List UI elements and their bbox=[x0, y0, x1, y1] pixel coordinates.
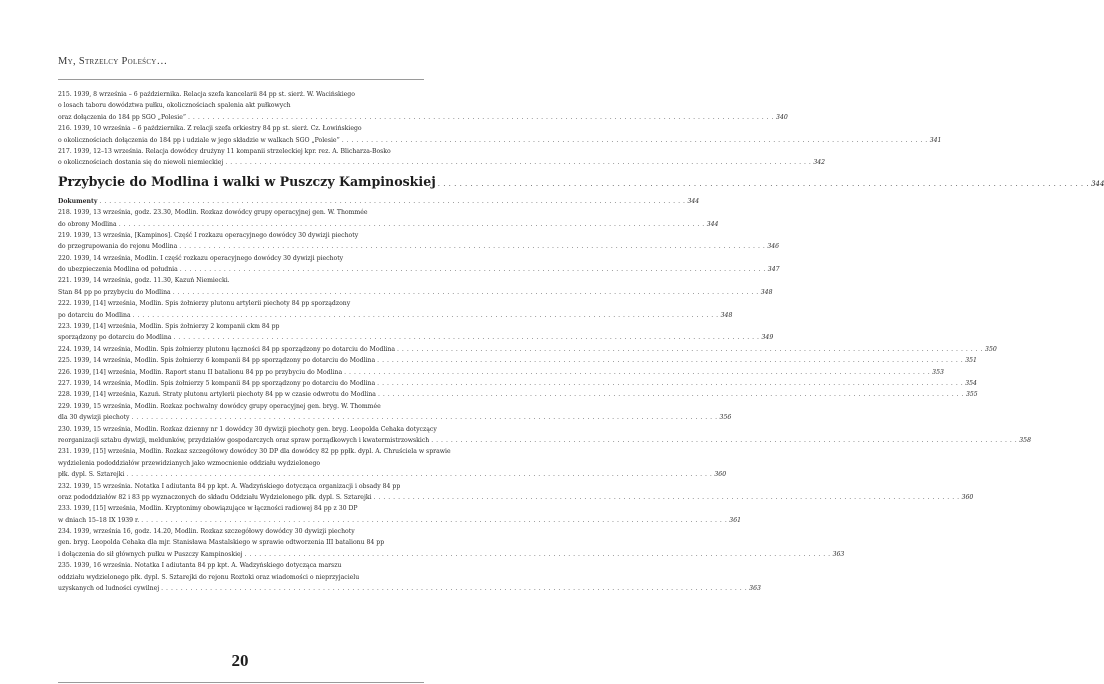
toc-entry-line bbox=[58, 241, 780, 252]
toc-entry-page: 342 bbox=[813, 159, 826, 167]
toc-entry-text: Stan 84 pp po przybyciu do Modlina bbox=[58, 288, 171, 296]
toc-entry-text: reorganizacji sztabu dywizji, meldunków, przydziałów gospodarczych oraz spraw porządkowych i kwatermistrzowskich bbox=[58, 436, 430, 444]
toc-entry-line bbox=[58, 458, 424, 469]
toc-entry-line bbox=[58, 367, 944, 378]
leader-dots bbox=[161, 583, 747, 594]
toc-entry-text: 232. 1939, 15 września. Notatka I adiutanta 84 pp kpt. A. Wadzyńskiego dotycząca organizacji i obsady 84 pp bbox=[58, 482, 401, 490]
toc-entry-text: 233. 1939, [15] września, Modlin. Kryptonimy obowiązujące w łączności radiowej 84 pp z 30 DP bbox=[58, 505, 358, 513]
toc-entry-line bbox=[58, 583, 761, 594]
toc-entry-line bbox=[58, 253, 424, 264]
leader-dots bbox=[99, 196, 685, 207]
leader-dots bbox=[342, 135, 928, 146]
toc-entry-line bbox=[58, 298, 424, 309]
toc-entry-text: 219. 1939, 13 września, [Kampinos]. Część I rozkazu operacyjnego dowódcy 30 dywizji piechoty bbox=[58, 231, 359, 239]
toc-entry-page: 346 bbox=[767, 243, 780, 251]
toc-entry-text: 228. 1939, [14] września, Kazuń. Straty plutonu artylerii piechoty 84 pp w czasie odwrotu do Modlina bbox=[58, 391, 376, 399]
leader-dots bbox=[119, 219, 705, 230]
toc-entry-text: gen. bryg. Leopolda Cehaka dla mjr. Stanisława Mastalskiego w sprawie odtworzenia III batalionu 84 pp bbox=[58, 539, 385, 547]
toc-entry-page: 353 bbox=[932, 368, 944, 376]
toc-entry-page: 340 bbox=[776, 113, 788, 121]
leader-dots bbox=[378, 389, 964, 400]
toc-entry-page: 355 bbox=[965, 391, 978, 399]
toc-entry-text: 225. 1939, 14 września, Modlin. Spis żołnierzy 6 kompanii 84 pp sporządzony po dotarciu do Modlina bbox=[58, 357, 376, 365]
toc-entry-page: 348 bbox=[720, 311, 733, 319]
toc-entry-line bbox=[58, 355, 977, 366]
toc-entry-text: 220. 1939, 14 września, Modlin. I część rozkazu operacyjnego dowódcy 30 dywizji piechoty bbox=[58, 254, 344, 262]
toc-entry-text: dla 30 dywizji piechoty bbox=[58, 414, 130, 422]
toc-entry-line bbox=[58, 389, 978, 400]
toc-entry-text: i dołączenia do sił głównych pułku w Puszczy Kampinoskiej bbox=[58, 550, 243, 558]
leader-dots bbox=[132, 412, 718, 423]
toc-entry-line bbox=[58, 310, 733, 321]
leader-dots bbox=[173, 332, 759, 343]
toc-entry-line bbox=[58, 332, 774, 343]
toc-entry-text: 215. 1939, 8 września – 6 października. Relacja szefa kancelarii 84 pp st. sierż. W. Wacińskiego bbox=[58, 91, 355, 98]
toc-entry-text: po dotarciu do Modlina bbox=[58, 311, 131, 319]
toc-entry-text: sporządzony po dotarciu do Modlina bbox=[58, 334, 172, 342]
toc-entry-line bbox=[58, 481, 424, 492]
toc-entry-line bbox=[58, 572, 424, 583]
toc-entry-text: 223. 1939, [14] września, Modlin. Spis żołnierzy 2 kompanii ckm 84 pp bbox=[58, 323, 280, 331]
toc-entry-line bbox=[58, 275, 424, 286]
toc-entry-text: w dniach 15–18 IX 1939 r. bbox=[58, 516, 140, 524]
toc-entry-text: 221. 1939, 14 września, godz. 11.30, Kazuń Niemiecki. bbox=[58, 277, 230, 285]
toc-entry-line bbox=[58, 469, 727, 480]
subheading-page: 344 bbox=[687, 197, 700, 205]
toc-entry-line bbox=[58, 135, 942, 146]
leader-dots bbox=[179, 241, 765, 252]
toc-entry-text: 230. 1939, 15 września, Modlin. Rozkaz dzienny nr 1 dowódcy 30 dywizji piechoty gen. bryg. Leopolda Cehaka dotyczący bbox=[58, 425, 437, 433]
toc-entry-page: 350 bbox=[985, 345, 997, 353]
toc-entry-text: 224. 1939, 14 września, Modlin. Spis żołnierzy plutonu łączności 84 pp sporządzony po dotarciu do Modlina bbox=[58, 345, 396, 353]
toc-entry-line bbox=[58, 378, 977, 389]
toc-entry-line bbox=[58, 219, 719, 230]
toc-entry-line bbox=[58, 100, 424, 111]
toc-entry-line bbox=[58, 424, 437, 435]
toc-entry-page: 360 bbox=[714, 471, 727, 479]
header-rule bbox=[58, 79, 424, 80]
toc-entry-line bbox=[58, 515, 742, 526]
toc-entry-line bbox=[58, 344, 997, 355]
leader-dots bbox=[173, 287, 759, 298]
toc-entry-text: oraz pododdziałów 82 i 83 pp wyznaczonych do składu Oddziału Wydzielonego płk. dypl. S. Sztarejki bbox=[58, 493, 372, 501]
toc-entry-page: 361 bbox=[729, 516, 742, 524]
toc-entry-line bbox=[58, 89, 424, 100]
section-heading-title: Przybycie do Modlina i walki w Puszczy Kampinoskiej bbox=[58, 173, 436, 189]
toc-entry-line bbox=[58, 412, 732, 423]
toc-entry-line bbox=[58, 146, 424, 157]
section-heading-page: 344 bbox=[1091, 179, 1104, 188]
subheading-title: Dokumenty bbox=[58, 197, 98, 205]
leader-dots bbox=[377, 378, 963, 389]
leader-dots bbox=[141, 515, 727, 526]
toc-entry-line bbox=[58, 157, 826, 168]
leader-dots bbox=[126, 469, 712, 480]
toc-entry-page: 363 bbox=[832, 550, 845, 558]
toc-entry-page: 360 bbox=[961, 493, 974, 501]
toc-entry-line bbox=[58, 112, 788, 123]
toc-entry-text: 227. 1939, 14 września, Modlin. Spis żołnierzy 5 kompanii 84 pp sporządzony po dotarciu do Modlina bbox=[58, 379, 376, 387]
toc-entry-line bbox=[58, 446, 451, 457]
toc-entry-line bbox=[58, 230, 424, 241]
toc-entry-page: 349 bbox=[761, 334, 774, 342]
toc-entry-text: oraz dołączenia do 184 pp SGO „Polesie” bbox=[58, 113, 187, 121]
toc-entry-page: 358 bbox=[1019, 436, 1031, 444]
toc-top-group bbox=[58, 89, 942, 169]
toc-entry-text: 235. 1939, 16 września. Notatka I adiutanta 84 pp kpt. A. Wadzyńskiego dotycząca marszu bbox=[58, 562, 342, 570]
toc-entry-text: do przegrupowania do rejonu Modlina bbox=[58, 243, 178, 251]
toc-entry-line bbox=[58, 526, 424, 537]
toc-entry-line bbox=[58, 401, 424, 412]
leader-dots bbox=[377, 355, 963, 366]
toc-entry-text: oddziału wydzielonego płk. dypl. S. Sztarejki do rejonu Roztoki oraz wiadomości o nieprzyjacielu bbox=[58, 573, 360, 581]
toc-entry-page: 351 bbox=[965, 357, 977, 365]
toc-entry-page: 363 bbox=[749, 585, 761, 593]
leader-dots bbox=[245, 549, 831, 560]
toc-entry-line bbox=[58, 435, 1031, 446]
toc-entry-text: 216. 1939, 10 września – 6 października. Z relacji szefa orkiestry 84 pp st. sierż. Cz. Łowińskiego bbox=[58, 125, 362, 133]
leader-dots bbox=[180, 264, 766, 275]
leader-dots bbox=[431, 435, 1017, 446]
toc-entry-page: 341 bbox=[929, 136, 942, 144]
toc-entry-text: 226. 1939, [14] września, Modlin. Raport stanu II batalionu 84 pp po przybyciu do Modlina bbox=[58, 368, 343, 376]
page-number: 20 bbox=[231, 651, 249, 670]
toc-entry-text: do ubezpieczenia Modlina od południa bbox=[58, 266, 178, 274]
toc-entry-text: wydzielenia pododdziałów przewidzianych jako wzmocnienie oddziału wydzielonego bbox=[58, 459, 321, 467]
toc-entry-page: 344 bbox=[706, 220, 719, 228]
running-head: My, Strzelcy Poleścy… bbox=[58, 56, 168, 67]
toc-entry-line bbox=[58, 537, 424, 548]
leader-dots bbox=[374, 492, 960, 503]
toc-entry-line bbox=[58, 264, 780, 275]
footer-rule bbox=[58, 682, 424, 683]
toc-entry-text: 217. 1939, 12–13 września. Relacja dowódcy drużyny 11 kompanii strzeleckiej kpr. rez. A. Blicharza-Bosko bbox=[58, 147, 391, 155]
toc-entry-line bbox=[58, 503, 424, 514]
toc-entry-line bbox=[58, 549, 845, 560]
toc-entry-line bbox=[58, 207, 424, 218]
toc-entry-text: 218. 1939, 13 września, godz. 23.30, Modlin. Rozkaz dowódcy grupy operacyjnej gen. W. Thommée bbox=[58, 209, 368, 217]
toc-entry-text: uzyskanych od ludności cywilnej bbox=[58, 585, 160, 593]
toc-entry-text: o losach taboru dowództwa pułku, okolicznościach spalenia akt pułkowych bbox=[58, 102, 291, 110]
leader-dots bbox=[344, 367, 930, 378]
section-heading bbox=[58, 173, 1104, 196]
toc-entry-text: o okolicznościach dołączenia do 184 pp i udziale w jego składzie w walkach SGO „Polesie” bbox=[58, 136, 340, 144]
toc-entry-line bbox=[58, 287, 773, 298]
leader-dots bbox=[438, 179, 1089, 190]
toc-entry-text: do obrony Modlina bbox=[58, 220, 117, 228]
toc-main-group bbox=[58, 207, 1031, 594]
table-of-contents bbox=[58, 89, 1104, 594]
toc-entry-text: 231. 1939, [15] września, Modlin. Rozkaz szczegółowy dowódcy 30 DP dla dowódcy 82 pp ppłk. dypl. A. Chruściela w sprawie bbox=[58, 448, 451, 456]
leader-dots bbox=[133, 310, 719, 321]
toc-entry-text: o okolicznościach dostania się do niewoli niemieckiej bbox=[58, 159, 224, 167]
toc-entry-line bbox=[58, 560, 424, 571]
leader-dots bbox=[225, 157, 811, 168]
subheading bbox=[58, 196, 700, 207]
toc-entry-text: 222. 1939, [14] września, Modlin. Spis żołnierzy plutonu artylerii piechoty 84 pp sporządzony bbox=[58, 300, 351, 308]
toc-entry-line bbox=[58, 123, 424, 134]
toc-entry-page: 347 bbox=[767, 266, 780, 274]
toc-entry-line bbox=[58, 492, 974, 503]
toc-entry-line bbox=[58, 321, 424, 332]
toc-entry-page: 356 bbox=[719, 414, 732, 422]
toc-entry-page: 348 bbox=[760, 288, 773, 296]
leader-dots bbox=[188, 112, 774, 123]
toc-entry-text: płk. dypl. S. Sztarejki bbox=[58, 471, 125, 479]
toc-entry-text: 234. 1939, września 16, godz. 14.20, Modlin. Rozkaz szczegółowy dowódcy 30 dywizji piechoty bbox=[58, 528, 355, 536]
toc-entry-page: 354 bbox=[965, 379, 977, 387]
leader-dots bbox=[397, 344, 983, 355]
toc-entry-text: 229. 1939, 15 września, Modlin. Rozkaz pochwalny dowódcy grupy operacyjnej gen. bryg. W. Thommée bbox=[58, 402, 381, 410]
